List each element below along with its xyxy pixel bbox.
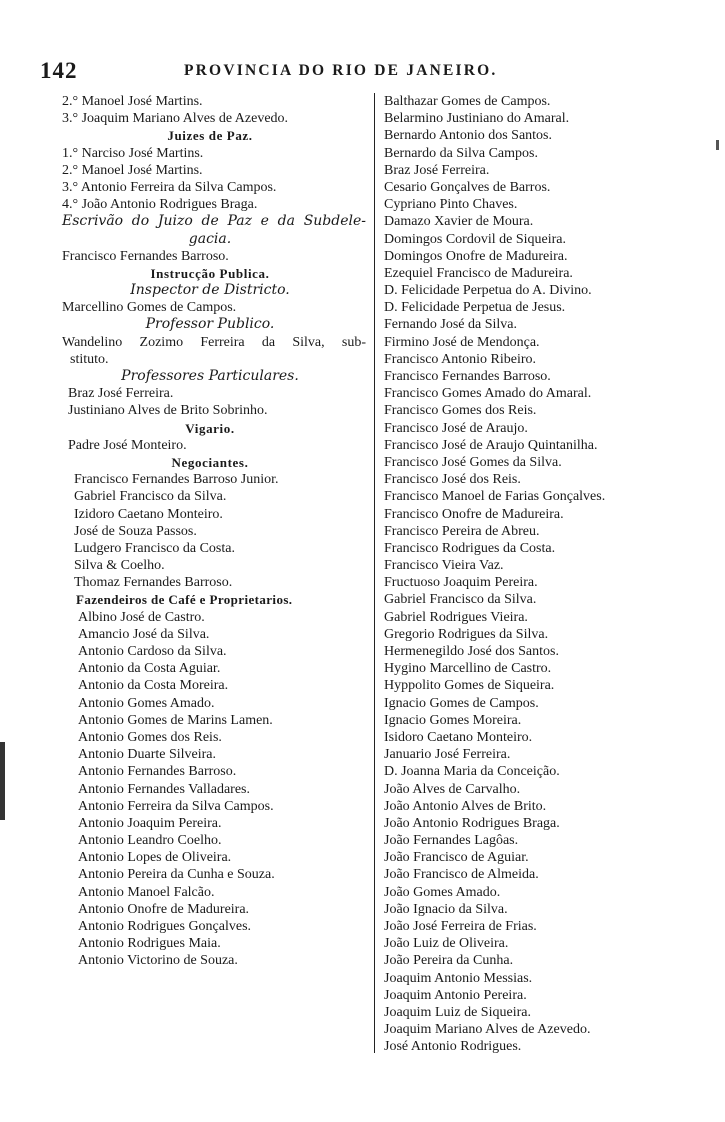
list-item: Francisco José de Araujo Quintanilha. (384, 437, 598, 453)
list-item: Albino José de Castro. (78, 609, 205, 625)
list-item: Izidoro Caetano Monteiro. (74, 506, 223, 522)
running-title: PROVINCIA DO RIO DE JANEIRO. (184, 62, 498, 79)
list-item: João Gomes Amado. (384, 884, 501, 900)
list-item: Antonio Joaquim Pereira. (78, 815, 222, 831)
list-item: Ludgero Francisco da Costa. (74, 540, 235, 556)
list-item: Joaquim Antonio Pereira. (384, 987, 527, 1003)
list-item: Francisco Gomes Amado do Amaral. (384, 386, 592, 402)
list-item: D. Felicidade Perpetua do A. Divino. (384, 283, 592, 299)
subheading-escrivao-cont: gacia. (188, 230, 232, 247)
list-item: Bernardo Antonio dos Santos. (384, 128, 552, 144)
list-item: Damazo Xavier de Moura. (384, 214, 534, 230)
list-item: Antonio Fernandes Valladares. (78, 781, 250, 797)
list-item: 2.° Manoel José Martins. (62, 94, 203, 109)
list-item: João Francisco de Aguiar. (384, 850, 529, 866)
list-item: 4.° João Antonio Rodrigues Braga. (62, 197, 258, 213)
subheading-professor: Professor Publico. (145, 316, 275, 333)
list-item: Joaquim Antonio Messias. (384, 970, 533, 986)
list-item: Cypriano Pinto Chaves. (384, 197, 518, 213)
scan-edge-mark (0, 742, 5, 820)
list-item: Padre José Monteiro. (68, 437, 187, 453)
list-item: Braz José Ferreira. (384, 162, 490, 178)
list-item: Francisco José de Araujo. (384, 420, 528, 436)
list-item: Francisco Manoel de Farias Gonçalves. (384, 489, 606, 505)
list-item: João José Ferreira de Frias. (384, 919, 537, 934)
list-item: João Alves de Carvalho. (384, 781, 521, 797)
list-item: Antonio Rodrigues Maia. (78, 936, 221, 952)
list-item: D. Joanna Maria da Conceição. (384, 764, 560, 780)
subheading-inspector: Inspector de Districto. (130, 282, 290, 299)
list-item: Domingos Onofre de Madureira. (384, 248, 568, 264)
list-item: Wandelino Zozimo Ferreira da Silva, sub- (62, 334, 366, 350)
list-item: Antonio da Costa Aguiar. (78, 661, 221, 677)
list-item: Antonio Cardoso da Silva. (78, 644, 227, 659)
list-item: Francisco Vieira Vaz. (384, 558, 504, 574)
list-item: 2.° Manoel José Martins. (62, 162, 203, 178)
list-item: Francisco Fernandes Barroso. (62, 248, 229, 264)
list-item: Thomaz Fernandes Barroso. (74, 575, 233, 591)
list-item: José Antonio Rodrigues. (384, 1039, 522, 1055)
list-item: Joaquim Luiz de Siqueira. (384, 1004, 531, 1020)
list-item: Cesario Gonçalves de Barros. (384, 179, 551, 195)
list-item: Antonio da Costa Moreira. (78, 678, 229, 694)
list-item: Francisco Fernandes Barroso Junior. (74, 472, 279, 488)
list-item: Francisco Rodrigues da Costa. (384, 540, 556, 556)
list-item: João Pereira da Cunha. (384, 953, 514, 969)
list-item: Hygino Marcellino de Castro. (384, 661, 552, 677)
list-item: Gabriel Francisco da Silva. (74, 489, 227, 505)
list-item: João Antonio Rodrigues Braga. (384, 815, 560, 831)
list-item: Antonio Fernandes Barroso. (78, 764, 237, 780)
list-item: Francisco José dos Reis. (384, 472, 521, 488)
list-item: Antonio Gomes de Marins Lamen. (78, 712, 273, 728)
list-item: Januario José Ferreira. (384, 747, 511, 763)
list-item: João Francisco de Almeida. (384, 867, 539, 883)
list-item: Justiniano Alves de Brito Sobrinho. (68, 403, 268, 419)
left-column (50, 93, 370, 970)
list-item: 3.° Antonio Ferreira da Silva Campos. (62, 179, 277, 195)
section-heading-instrucao: Instrucção Publica. (150, 265, 270, 281)
list-item: D. Felicidade Perpetua de Jesus. (384, 300, 566, 316)
list-item: Francisco Pereira de Abreu. (384, 523, 540, 539)
subheading-escrivao: Escrivão do Juizo de Paz e da Subdele- (62, 213, 366, 230)
list-item: Ignacio Gomes Moreira. (384, 712, 522, 728)
list-item: Hyppolito Gomes de Siqueira. (384, 678, 555, 694)
list-item: 1.° Narciso José Martins. (62, 145, 204, 161)
list-item: Francisco Fernandes Barroso. (384, 369, 551, 384)
list-item: João Fernandes Lagôas. (384, 833, 519, 849)
list-item: Antonio Leandro Coelho. (78, 833, 222, 849)
list-item: Ezequiel Francisco de Madureira. (384, 265, 573, 281)
list-item: Antonio Manoel Falcão. (78, 884, 215, 900)
page-header (40, 58, 560, 84)
list-item: Gregorio Rodrigues da Silva. (384, 626, 549, 642)
list-item: Hermenegildo José dos Santos. (384, 644, 559, 659)
list-item: José de Souza Passos. (74, 523, 197, 539)
list-item: 3.° Joaquim Mariano Alves de Azevedo. (62, 111, 289, 127)
list-item: Antonio Gomes dos Reis. (78, 729, 222, 745)
list-item: Francisco Gomes dos Reis. (384, 403, 537, 419)
list-item: Amancio José da Silva. (78, 626, 210, 642)
list-item: Antonio Duarte Silveira. (78, 747, 217, 763)
list-item: Antonio Onofre de Madureira. (78, 901, 250, 917)
list-item: Francisco Onofre de Madureira. (384, 506, 564, 522)
list-item: Balthazar Gomes de Campos. (384, 94, 551, 109)
section-heading-fazendeiros: Fazendeiros de Café e Proprietarios. (76, 592, 293, 608)
list-item: Domingos Cordovil de Siqueira. (384, 231, 566, 247)
list-item: Silva & Coelho. (74, 558, 165, 574)
list-item: Fructuoso Joaquim Pereira. (384, 575, 538, 591)
subheading-professores: Professores Particulares. (121, 368, 299, 384)
page-number: 142 (40, 58, 78, 83)
list-item: Antonio Victorino de Souza. (78, 953, 238, 969)
list-item: João Luiz de Oliveira. (384, 936, 509, 952)
list-item: Fernando José da Silva. (384, 317, 517, 333)
list-item: Antonio Rodrigues Gonçalves. (78, 919, 252, 934)
section-heading-vigario: Vigario. (185, 420, 235, 436)
list-item: Firmino José de Mendonça. (384, 334, 540, 350)
list-item: Bernardo da Silva Campos. (384, 145, 538, 161)
scan-speck (716, 140, 719, 150)
list-item: Antonio Pereira da Cunha e Souza. (78, 867, 275, 883)
list-item: Belarmino Justiniano do Amaral. (384, 111, 570, 127)
list-item: Joaquim Mariano Alves de Azevedo. (384, 1022, 591, 1038)
list-item: Antonio Gomes Amado. (78, 695, 215, 711)
right-column (380, 93, 662, 1056)
list-item: Francisco José Gomes da Silva. (384, 454, 562, 470)
list-item: João Ignacio da Silva. (384, 901, 508, 917)
list-item: Antonio Ferreira da Silva Campos. (78, 798, 274, 814)
list-item: Braz José Ferreira. (68, 386, 174, 402)
list-item: João Antonio Alves de Brito. (384, 798, 547, 814)
list-item: Gabriel Francisco da Silva. (384, 592, 537, 608)
section-heading-juizes: Juizes de Paz. (167, 128, 253, 144)
list-item: Ignacio Gomes de Campos. (384, 695, 539, 711)
section-heading-negociantes: Negociantes. (171, 454, 249, 470)
list-item: Marcellino Gomes de Campos. (62, 300, 237, 316)
list-item-cont: stituto. (70, 351, 109, 367)
list-item: Gabriel Rodrigues Vieira. (384, 609, 528, 625)
list-item: Francisco Antonio Ribeiro. (384, 351, 537, 367)
column-divider (374, 93, 375, 1053)
list-item: Antonio Lopes de Oliveira. (78, 850, 232, 866)
list-item: Isidoro Caetano Monteiro. (384, 729, 533, 745)
